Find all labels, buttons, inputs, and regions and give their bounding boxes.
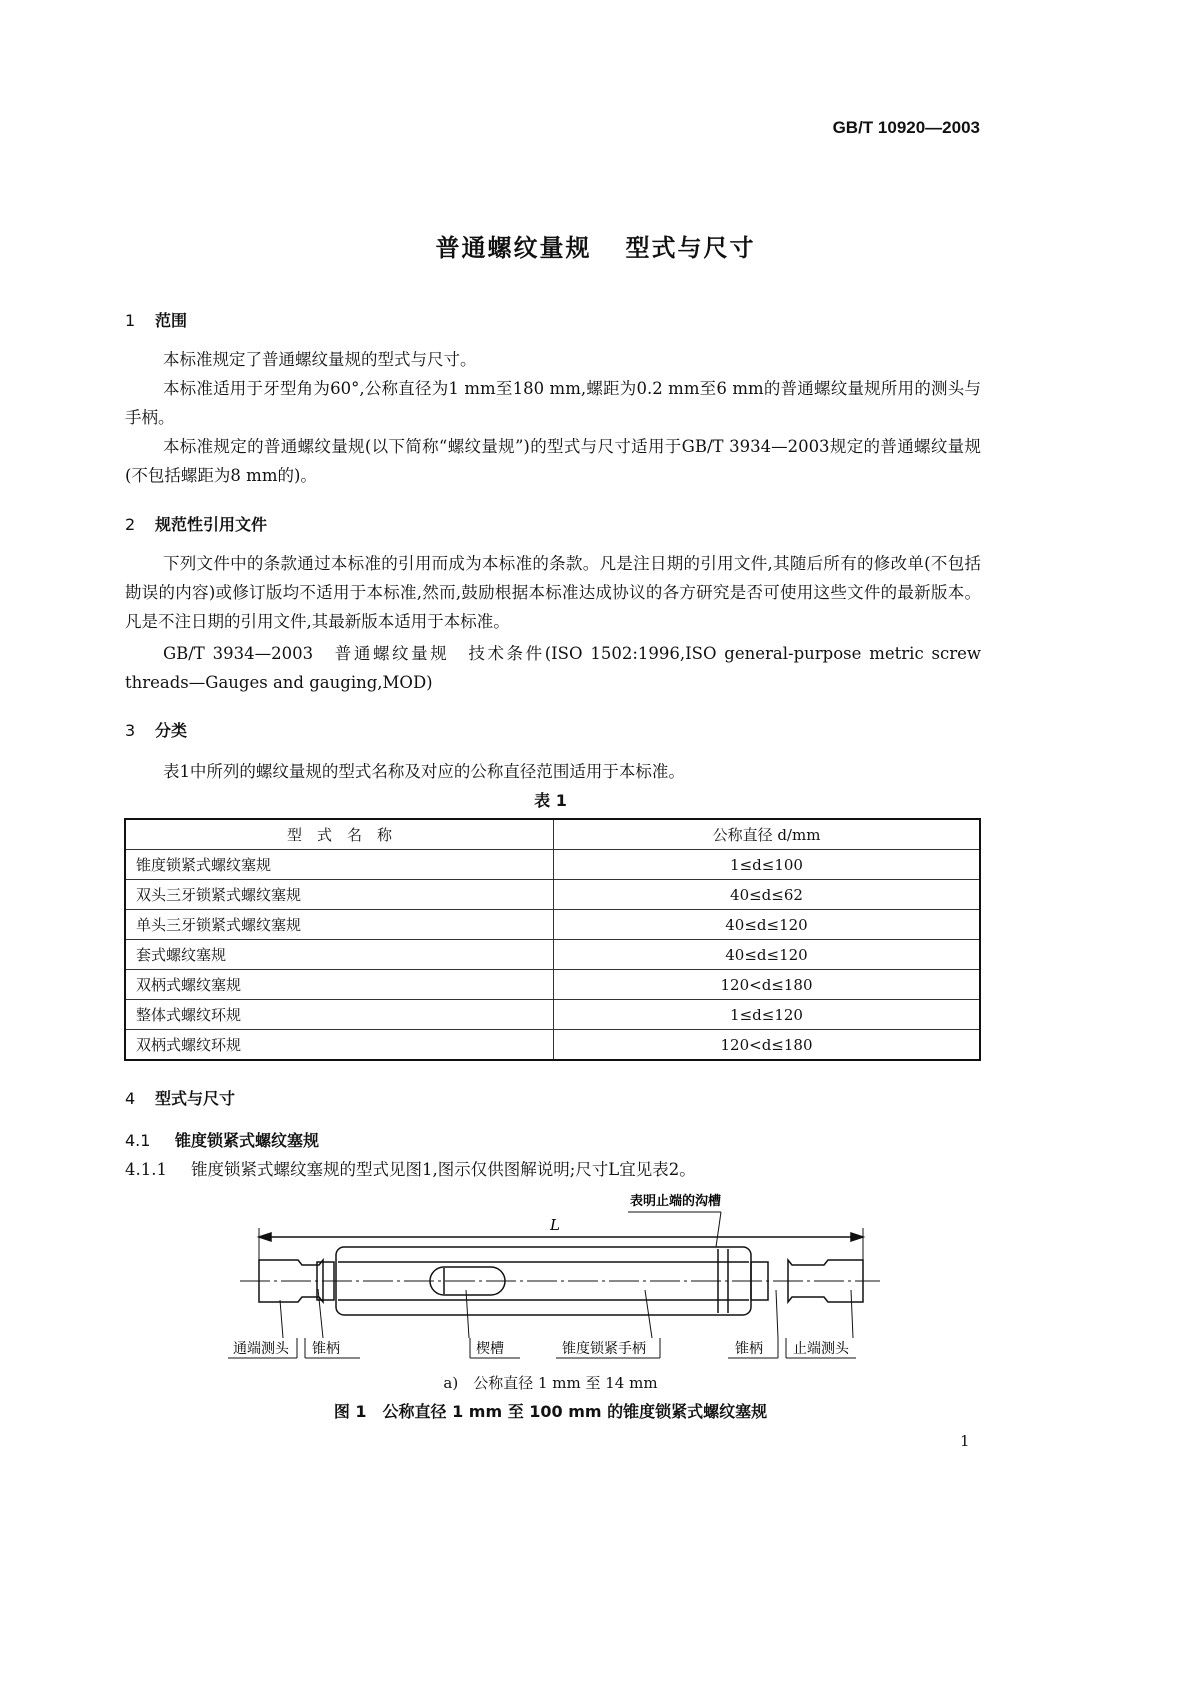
part-label: 通端测头 <box>233 1341 289 1357</box>
table-row: 双柄式螺纹环规 120<d≤180 <box>125 1030 980 1061</box>
section-2-heading: 2 规范性引用文件 <box>125 515 268 534</box>
reference-item: GB/T 3934—2003 普通螺纹量规 技术条件(ISO 1502:1996,ISO general-purpose metric screw threads—Gauges and gauging,MOD) <box>125 644 981 692</box>
page-number: 1 <box>960 1432 970 1450</box>
dimension-label: L <box>550 1216 560 1234</box>
paragraph: 本标准规定了普通螺纹量规的型式与尺寸。 <box>162 350 477 369</box>
table-row: 双柄式螺纹塞规 120<d≤180 <box>125 970 980 1000</box>
section-3-heading: 3 分类 <box>125 721 188 740</box>
part-label: 锥度锁紧手柄 <box>562 1341 646 1357</box>
table-row: 整体式螺纹环规 1≤d≤120 <box>125 1000 980 1030</box>
column-header: 型 式 名 称 <box>125 819 554 850</box>
subsection-heading: 4.1 锥度锁紧式螺纹塞规 <box>125 1131 320 1150</box>
table-row: 套式螺纹塞规 40≤d≤120 <box>125 940 980 970</box>
standard-number: GB/T 10920—2003 <box>832 118 980 137</box>
paragraph: 下列文件中的条款通过本标准的引用而成为本标准的条款。凡是注日期的引用文件,其随后所有的修改单(不包括勘误的内容)或修订版均不适用于本标准,然而,鼓励根据本标准达成协议的各方研究是否可使用这些文件的最新版本。凡是不注日期的引用文件,其最新版本适用于本标准。 <box>125 554 981 631</box>
table-row: 单头三牙锁紧式螺纹塞规 40≤d≤120 <box>125 910 980 940</box>
table-row: 锥度锁紧式螺纹塞规 1≤d≤100 <box>125 850 980 880</box>
paragraph: 表1中所列的螺纹量规的型式名称及对应的公称直径范围适用于本标准。 <box>162 762 685 781</box>
page-title: 普通螺纹量规 型式与尺寸 <box>435 234 756 262</box>
part-label: 止端测头 <box>793 1341 849 1357</box>
paragraph: 本标准规定的普通螺纹量规(以下简称“螺纹量规”)的型式与尺寸适用于GB/T 3934—2003规定的普通螺纹量规(不包括螺距为8 mm的)。 <box>125 437 981 485</box>
column-header: 公称直径 d/mm <box>554 819 981 850</box>
groove-label: 表明止端的沟槽 <box>630 1194 722 1209</box>
part-label: 楔槽 <box>476 1341 504 1357</box>
part-label: 锥柄 <box>735 1341 763 1357</box>
paragraph: 本标准适用于牙型角为60°,公称直径为1 mm至180 mm,螺距为0.2 mm至6 mm的普通螺纹量规所用的测头与手柄。 <box>125 379 981 427</box>
section-4-heading: 4 型式与尺寸 <box>125 1089 236 1108</box>
table-caption: 表 1 <box>534 791 567 810</box>
clause-4-1-1: 4.1.1 锥度锁紧式螺纹塞规的型式见图1,图示仅供图解说明;尺寸L宜见表2。 <box>125 1160 696 1179</box>
section-1-heading: 1 范围 <box>125 311 188 330</box>
sub-caption: a) 公称直径 1 mm 至 14 mm <box>443 1374 658 1392</box>
figure-caption: 图 1 公称直径 1 mm 至 100 mm 的锥度锁紧式螺纹塞规 <box>333 1402 768 1421</box>
table-row: 双头三牙锁紧式螺纹塞规 40≤d≤62 <box>125 880 980 910</box>
part-label: 锥柄 <box>312 1341 340 1357</box>
